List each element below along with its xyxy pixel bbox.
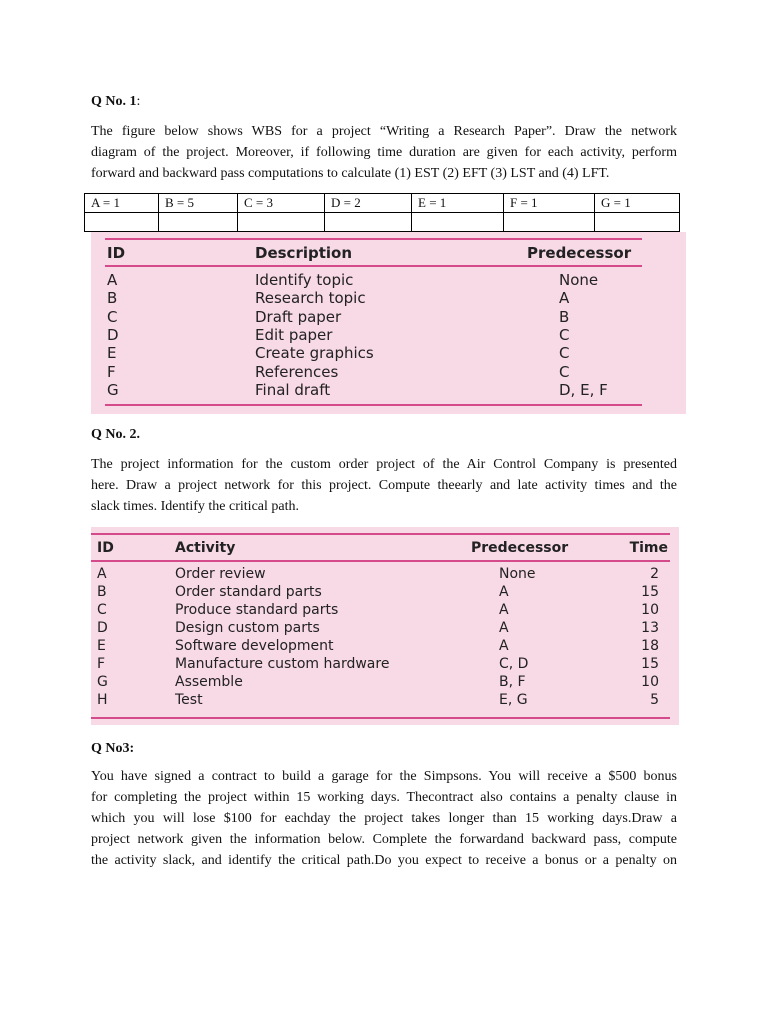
wbs-id: G bbox=[107, 381, 119, 399]
table-top-rule bbox=[91, 533, 670, 535]
wbs-description: Research topic bbox=[255, 289, 366, 307]
activity-name: Order review bbox=[175, 566, 266, 582]
activity-name: Produce standard parts bbox=[175, 602, 339, 618]
wbs-header-id: ID bbox=[107, 244, 126, 262]
empty-cell bbox=[238, 213, 325, 232]
wbs-predecessor: None bbox=[559, 271, 599, 289]
duration-cell: A = 1 bbox=[85, 194, 159, 213]
table-bottom-rule bbox=[91, 717, 670, 719]
wbs-description: Draft paper bbox=[255, 308, 342, 326]
q2-line: The project information for the custom order project of the Air Control Company is presented bbox=[91, 457, 677, 472]
wbs-predecessor: A bbox=[559, 289, 570, 307]
empty-cell bbox=[504, 213, 595, 232]
wbs-predecessor: C bbox=[559, 326, 570, 344]
q1-line: diagram of the project. Moreover, if following time duration are given for each activity, perform bbox=[91, 145, 677, 160]
activity-header-id: ID bbox=[97, 540, 114, 556]
activity-name: Design custom parts bbox=[175, 620, 320, 636]
q3-line: project network given the information below. Complete the forwardand backward pass, compute bbox=[91, 832, 677, 847]
duration-cell: G = 1 bbox=[595, 194, 680, 213]
activity-header-time: Time bbox=[629, 540, 668, 556]
duration-cell: F = 1 bbox=[504, 194, 595, 213]
activity-predecessor: E, G bbox=[499, 692, 528, 708]
empty-cell bbox=[595, 213, 680, 232]
activity-predecessor: C, D bbox=[499, 656, 529, 672]
activity-table bbox=[91, 527, 679, 725]
activity-time: 5 bbox=[650, 692, 659, 708]
table-header-rule bbox=[91, 560, 670, 562]
q3-line: the activity slack, and identify the critical path.Do you expect to receive a bonus or a penalty on bbox=[91, 853, 677, 868]
wbs-predecessor: C bbox=[559, 363, 570, 381]
q2-line: slack times. Identify the critical path. bbox=[91, 499, 299, 514]
activity-id: G bbox=[97, 674, 108, 690]
wbs-id: C bbox=[107, 308, 118, 326]
q1-heading-text: Q No. 1 bbox=[91, 94, 137, 109]
activity-name: Assemble bbox=[175, 674, 243, 690]
q1-heading-colon: : bbox=[136, 94, 141, 109]
empty-cell bbox=[412, 213, 504, 232]
activity-time: 2 bbox=[650, 566, 659, 582]
wbs-predecessor: C bbox=[559, 344, 570, 362]
wbs-predecessor: D, E, F bbox=[559, 381, 608, 399]
q3-heading: Q No3: bbox=[91, 741, 135, 756]
wbs-id: D bbox=[107, 326, 119, 344]
activity-predecessor: A bbox=[499, 638, 509, 654]
activity-predecessor: A bbox=[499, 602, 509, 618]
q2-line: here. Draw a project network for this project. Compute theearly and late activity times and the bbox=[91, 478, 677, 493]
activity-header-activity: Activity bbox=[175, 540, 236, 556]
duration-cell: E = 1 bbox=[412, 194, 504, 213]
wbs-id: F bbox=[107, 363, 116, 381]
duration-cell: C = 3 bbox=[238, 194, 325, 213]
q1-line: forward and backward pass computations to calculate (1) EST (2) EFT (3) LST and (4) LFT. bbox=[91, 166, 610, 181]
table-header-rule bbox=[105, 265, 642, 267]
duration-row bbox=[85, 194, 680, 213]
wbs-description: Final draft bbox=[255, 381, 331, 399]
q1-paragraph bbox=[91, 121, 677, 184]
activity-id: D bbox=[97, 620, 108, 636]
empty-cell bbox=[325, 213, 412, 232]
duration-cell: B = 5 bbox=[159, 194, 238, 213]
activity-header-predecessor: Predecessor bbox=[471, 540, 569, 556]
q2-heading: Q No. 2. bbox=[91, 427, 140, 442]
wbs-id: A bbox=[107, 271, 118, 289]
activity-time: 10 bbox=[641, 674, 659, 690]
q3-line: which you will lose $100 for eachday the project takes longer than 15 working days.Draw a bbox=[91, 811, 677, 826]
activity-id: F bbox=[97, 656, 106, 672]
wbs-header-description: Description bbox=[255, 244, 353, 262]
activity-time: 18 bbox=[641, 638, 659, 654]
wbs-header-predecessor: Predecessor bbox=[527, 244, 632, 262]
q3-line: You have signed a contract to build a garage for the Simpsons. You will receive a $500 bonus bbox=[91, 769, 677, 784]
activity-id: H bbox=[97, 692, 108, 708]
wbs-description: References bbox=[255, 363, 339, 381]
activity-time: 15 bbox=[641, 584, 659, 600]
activity-id: E bbox=[97, 638, 106, 654]
empty-cell bbox=[85, 213, 159, 232]
table-top-rule bbox=[105, 238, 642, 240]
wbs-table bbox=[91, 232, 686, 414]
activity-name: Test bbox=[175, 692, 203, 708]
wbs-description: Edit paper bbox=[255, 326, 333, 344]
q3-paragraph bbox=[91, 766, 677, 871]
activity-id: A bbox=[97, 566, 107, 582]
wbs-description: Create graphics bbox=[255, 344, 374, 362]
duration-cell: D = 2 bbox=[325, 194, 412, 213]
activity-time: 13 bbox=[641, 620, 659, 636]
activity-predecessor: A bbox=[499, 584, 509, 600]
activity-time: 10 bbox=[641, 602, 659, 618]
q2-paragraph bbox=[91, 454, 677, 517]
q3-line: for completing the project within 15 working days. Thecontract also contains a penalty clause in bbox=[91, 790, 677, 805]
activity-predecessor: B, F bbox=[499, 674, 526, 690]
duration-empty-row bbox=[85, 213, 680, 232]
q1-heading bbox=[91, 94, 140, 110]
wbs-description: Identify topic bbox=[255, 271, 354, 289]
empty-cell bbox=[159, 213, 238, 232]
wbs-id: E bbox=[107, 344, 117, 362]
table-bottom-rule bbox=[105, 404, 642, 406]
activity-time: 15 bbox=[641, 656, 659, 672]
duration-table bbox=[84, 193, 680, 232]
activity-id: B bbox=[97, 584, 107, 600]
activity-name: Order standard parts bbox=[175, 584, 322, 600]
activity-predecessor: A bbox=[499, 620, 509, 636]
wbs-predecessor: B bbox=[559, 308, 570, 326]
activity-id: C bbox=[97, 602, 107, 618]
wbs-id: B bbox=[107, 289, 118, 307]
activity-predecessor: None bbox=[499, 566, 536, 582]
q1-line: The figure below shows WBS for a project “Writing a Research Paper”. Draw the network bbox=[91, 124, 677, 139]
activity-name: Manufacture custom hardware bbox=[175, 656, 390, 672]
activity-name: Software development bbox=[175, 638, 334, 654]
